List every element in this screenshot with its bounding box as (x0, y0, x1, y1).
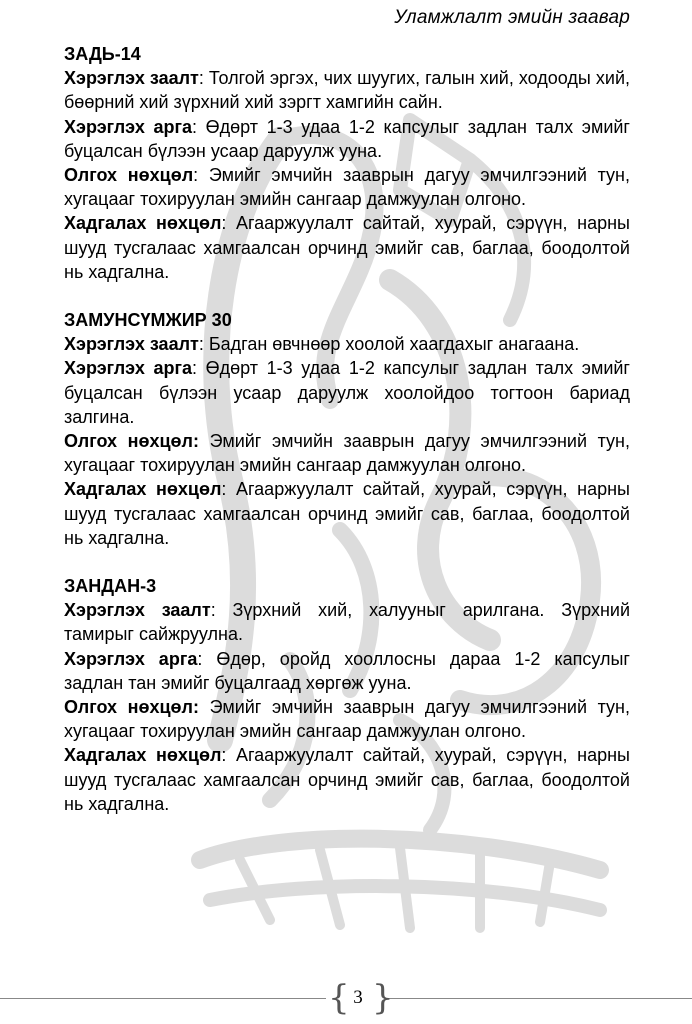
field-text: Эмийг эмчийн зааврын дагуу эмчилгээний тун, хугацааг тохируулан эмийн сангаар дамжуулан олгоно. (64, 165, 630, 210)
footer-rule-right (384, 998, 692, 999)
field-indication: Хэрэглэх заалт: Зүрхний хий, халууныг арилгана. Зүрхний тамирыг сайжруулна. (64, 600, 630, 645)
field-dispensing: Олгох нөхцөл: Эмийг эмчийн зааврын дагуу эмчилгээний тун, хугацааг тохируулан эмийн сангаар дамжуулан олгоно. (64, 165, 630, 210)
field-label: Хэрэглэх арга (64, 116, 192, 137)
page-number: 3 (353, 987, 363, 1008)
field-text: Агааржуулалт сайтай, хуурай, сэрүүн, нарны шууд тусгалаас хамгаалсан орчинд эмийг сав, баглаа, боодолтой нь хадгална. (64, 479, 630, 548)
medicine-entry (64, 42, 630, 284)
left-brace-icon: { (328, 978, 350, 1018)
field-usage: Хэрэглэх арга: Өдөрт 1-3 удаа 1-2 капсулыг задлан талх эмийг буцалсан бүлээн усаар даруулж ууна. (64, 116, 630, 161)
field-dispensing (64, 429, 630, 477)
footer-rule-left (0, 998, 326, 999)
field-text: Агааржуулалт сайтай, хуурай, сэрүүн, нарны шууд тусгалаас хамгаалсан орчинд эмийг сав, баглаа, боодолтой нь хадгална. (64, 213, 630, 282)
document-body (64, 42, 630, 816)
field-dispensing (64, 695, 630, 743)
field-storage: Хадгалах нөхцөл: Агааржуулалт сайтай, хуурай, сэрүүн, нарны шууд тусгалаас хамгаалсан орчинд эмийг сав, баглаа, боодолтой нь хадгална. (64, 479, 630, 548)
field-text: Эмийг эмчийн зааврын дагуу эмчилгээний тун, хугацааг тохируулан эмийн сангаар дамжуулан олгоно. (64, 697, 630, 742)
field-text: Толгой эргэх, чих шуугих, галын хий, ходооды хий, бөөрний хий зүрхний хий зэргт хамгийн сайн. (64, 68, 631, 113)
field-label: Олгох нөхцөл: (64, 431, 199, 452)
field-indication: Хэрэглэх заалт: Бадган өвчнөөр хоолой хаагдахыг анагаана. (64, 334, 580, 355)
field-text: Бадган өвчнөөр хоолой хаагдахыг анагаана. (208, 334, 580, 355)
field-text: Зүрхний хий, халууныг арилгана. Зүрхний тамирыг сайжруулна. (64, 600, 630, 645)
entry-title: ЗАМУНСҮМЖИР 30 (64, 310, 232, 331)
right-brace-icon: } (372, 978, 394, 1018)
field-storage: Хадгалах нөхцөл: Агааржуулалт сайтай, хуурай, сэрүүн, нарны шууд тусгалаас хамгаалсан орчинд эмийг сав, баглаа, боодолтой нь хадгална. (64, 213, 630, 282)
entry-title: ЗАДЬ-14 (64, 44, 141, 64)
field-usage: Хэрэглэх арга: Өдөрт 1-3 удаа 1-2 капсулыг задлан талх эмийг буцалсан бүлээн усаар даруулж хоолойдоо тогтоон бариад залгина. (64, 358, 630, 427)
field-label: Хадгалах нөхцөл (64, 213, 222, 234)
medicine-entry (64, 574, 630, 816)
field-label: Олгох нөхцөл: (64, 697, 199, 718)
field-label: Хэрэглэх арга (64, 358, 192, 379)
field-text: Агааржуулалт сайтай, хуурай, сэрүүн, нарны шууд тусгалаас хамгаалсан орчинд эмийг сав, баглаа, боодолтой нь хадгална. (64, 745, 630, 814)
field-text: Өдөрт 1-3 удаа 1-2 капсулыг задлан талх эмийг буцалсан бүлээн усаар даруулж хоолойдоо тогтоон бариад залгина. (64, 358, 630, 427)
field-indication: Хэрэглэх заалт: Толгой эргэх, чих шуугих, галын хий, ходооды хий, бөөрний хий зүрхний хий зэргт хамгийн сайн. (64, 68, 631, 113)
field-label: Хэрэглэх заалт (64, 68, 199, 89)
field-label: Хэрэглэх заалт (64, 600, 211, 621)
field-label: Хэрэглэх арга (64, 648, 198, 669)
field-text: Өдөрт 1-3 удаа 1-2 капсулыг задлан талх эмийг буцалсан бүлээн усаар даруулж ууна. (64, 116, 630, 161)
field-label: Хадгалах нөхцөл (64, 745, 222, 766)
entry-title: ЗАНДАН-3 (64, 576, 157, 597)
field-label: Хадгалах нөхцөл (64, 479, 222, 500)
field-usage: Хэрэглэх арга: Өдөр, оройд хооллосны дараа 1-2 капсулыг задлан тан эмийг буцалгаад хөргөж ууна. (64, 648, 630, 693)
header-title: Уламжлалт эмийн заавар (394, 7, 630, 28)
field-text: Өдөр, оройд хооллосны дараа 1-2 капсулыг задлан тан эмийг буцалгаад хөргөж ууна. (64, 648, 630, 693)
medicine-entry (64, 308, 630, 550)
field-label: Хэрэглэх заалт (64, 334, 199, 355)
field-label: Олгох нөхцөл (64, 165, 194, 186)
field-text: Эмийг эмчийн зааврын дагуу эмчилгээний тун, хугацааг тохируулан эмийн сангаар дамжуулан олгоно. (64, 431, 630, 476)
field-storage: Хадгалах нөхцөл: Агааржуулалт сайтай, хуурай, сэрүүн, нарны шууд тусгалаас хамгаалсан орчинд эмийг сав, баглаа, боодолтой нь хадгална. (64, 745, 630, 814)
